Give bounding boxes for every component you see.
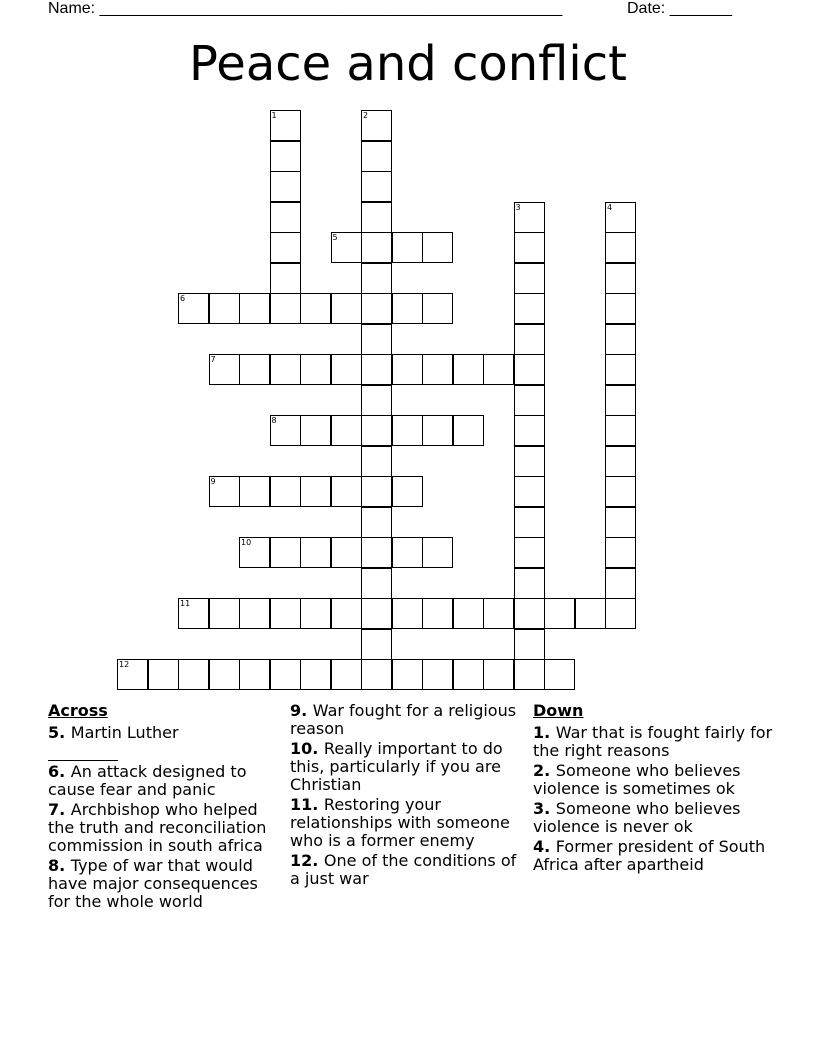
crossword-cell[interactable] [605,598,636,629]
crossword-cell[interactable] [514,385,545,416]
across-clue [290,740,522,794]
crossword-cell[interactable] [300,537,331,568]
crossword-cell[interactable] [453,659,484,690]
crossword-cell[interactable] [483,354,514,385]
crossword-cell[interactable] [361,171,392,202]
crossword-cell[interactable] [209,476,240,507]
clue-number: 4. [533,837,556,856]
crossword-cell[interactable] [300,659,331,690]
clue-text: Someone who believes violence is sometimes ok [533,761,741,798]
clue-number: 11. [290,795,324,814]
clue-number: 10. [290,739,324,758]
clue-number: 3. [533,799,556,818]
clue-text: Really important to do this, particularly if you are Christian [290,739,503,794]
crossword-cell[interactable] [270,354,301,385]
crossword-cell[interactable] [239,476,270,507]
crossword-cell[interactable] [300,476,331,507]
crossword-cell[interactable] [361,537,392,568]
clue-number: 7. [48,800,71,819]
crossword-cell[interactable] [605,507,636,538]
clue-number-label: 6 [180,294,186,303]
crossword-cell[interactable] [361,385,392,416]
across-clue [290,702,522,738]
across-heading: Across [48,701,108,720]
crossword-cell[interactable] [209,659,240,690]
clue-text: Type of war that would have major consequences for the whole world [48,856,258,911]
clue-text: One of the conditions of a just war [290,851,517,888]
crossword-cell[interactable] [483,598,514,629]
crossword-cell[interactable] [331,293,362,324]
clue-number: 2. [533,761,556,780]
clue-text: An attack designed to cause fear and panic [48,762,247,799]
crossword-cell[interactable] [605,415,636,446]
crossword-cell[interactable] [361,568,392,599]
clue-text: Archbishop who helped the truth and reconciliation commission in south africa [48,800,267,855]
across-clue [48,763,280,799]
crossword-cell[interactable] [239,293,270,324]
crossword-cell[interactable] [514,232,545,263]
crossword-cell[interactable] [239,354,270,385]
crossword-cell[interactable] [392,293,423,324]
crossword-cell[interactable] [514,446,545,477]
crossword-cell[interactable] [605,263,636,294]
crossword-cell[interactable] [361,629,392,660]
across-clue [290,852,522,888]
down-heading: Down [533,701,584,720]
crossword-cell[interactable] [392,476,423,507]
crossword-cell[interactable] [514,598,545,629]
crossword-cell[interactable] [178,659,209,690]
crossword-cell[interactable] [361,110,392,141]
clue-text: War that is fought fairly for the right reasons [533,723,773,760]
clue-number-label: 8 [271,416,277,425]
crossword-cell[interactable] [209,354,240,385]
clue-number-label: 7 [210,355,216,364]
crossword-cell[interactable] [422,659,453,690]
crossword-cell[interactable] [514,293,545,324]
crossword-cell[interactable] [270,293,301,324]
crossword-cell[interactable] [361,293,392,324]
crossword-cell[interactable] [361,202,392,233]
crossword-cell[interactable] [422,293,453,324]
down-clue-list [533,724,773,874]
crossword-cell[interactable] [270,659,301,690]
name-field-label: Name: ____________________________________________________ [48,0,563,17]
crossword-cell[interactable] [361,263,392,294]
crossword-cell[interactable] [361,415,392,446]
down-clue [533,724,773,760]
across-clue [290,796,522,850]
crossword-cell[interactable] [270,171,301,202]
crossword-cell[interactable] [392,537,423,568]
crossword-cell[interactable] [270,141,301,172]
down-clue [533,838,773,874]
clue-number-label: 10 [241,538,252,547]
across-clues-column [48,702,280,913]
across-clue [48,724,280,761]
crossword-cell[interactable] [514,659,545,690]
crossword-cell[interactable] [605,385,636,416]
crossword-cell[interactable] [270,232,301,263]
crossword-cell[interactable] [605,324,636,355]
crossword-cell[interactable] [422,232,453,263]
crossword-cell[interactable] [331,537,362,568]
clue-text: Someone who believes violence is never ok [533,799,741,836]
crossword-cell[interactable] [544,598,575,629]
crossword-cell[interactable] [514,415,545,446]
crossword-cell[interactable] [605,476,636,507]
crossword-cell[interactable] [514,324,545,355]
crossword-cell[interactable] [514,476,545,507]
crossword-cell[interactable] [514,202,545,233]
crossword-cell[interactable] [605,446,636,477]
crossword-cell[interactable] [605,232,636,263]
clue-text: Former president of South Africa after apartheid [533,837,766,874]
crossword-cell[interactable] [544,659,575,690]
crossword-cell[interactable] [331,354,362,385]
crossword-cell[interactable] [422,354,453,385]
crossword-cell[interactable] [270,476,301,507]
clue-text: War fought for a religious reason [290,701,517,738]
date-field-label: Date: _______ [627,0,732,17]
crossword-cell[interactable] [605,537,636,568]
crossword-cell[interactable] [178,598,209,629]
clue-number-label: 5 [332,233,338,242]
crossword-cell[interactable] [239,659,270,690]
clue-number-label: 1 [271,111,277,120]
crossword-cell[interactable] [605,202,636,233]
clue-number: 5. [48,723,71,742]
crossword-cell[interactable] [392,354,423,385]
crossword-cell[interactable] [361,446,392,477]
crossword-cell[interactable] [605,354,636,385]
crossword-cell[interactable] [270,263,301,294]
clue-text: Martin Luther [70,723,179,742]
crossword-cell[interactable] [392,659,423,690]
clue-number-label: 4 [607,202,613,212]
crossword-cell[interactable] [361,232,392,263]
across-clues-continued-column [290,702,522,890]
clue-number-label: 2 [363,111,369,120]
crossword-cell[interactable] [361,598,392,629]
across-clue [48,801,280,855]
crossword-cell[interactable] [148,659,179,690]
answer-blank-line [48,742,118,761]
crossword-cell[interactable] [331,598,362,629]
crossword-cell[interactable] [483,659,514,690]
crossword-cell[interactable] [575,598,606,629]
crossword-cell[interactable] [117,659,148,690]
crossword-cell[interactable] [331,415,362,446]
crossword-cell[interactable] [392,415,423,446]
crossword-cell[interactable] [361,659,392,690]
crossword-cell[interactable] [361,476,392,507]
crossword-cell[interactable] [270,110,301,141]
crossword-cell[interactable] [422,598,453,629]
clue-number-label: 12 [119,660,130,669]
crossword-cell[interactable] [514,354,545,385]
crossword-cell[interactable] [361,324,392,355]
across-clue-list [48,724,280,911]
crossword-cell[interactable] [331,232,362,263]
crossword-cell[interactable] [514,263,545,294]
crossword-cell[interactable] [300,293,331,324]
crossword-cell[interactable] [239,537,270,568]
down-clue [533,762,773,798]
crossword-cell[interactable] [270,202,301,233]
crossword-cell[interactable] [361,141,392,172]
crossword-cell[interactable] [514,629,545,660]
down-clue [533,800,773,836]
crossword-cell[interactable] [453,415,484,446]
across-clue-list-continued [290,702,522,888]
crossword-cell[interactable] [209,293,240,324]
page-title: Peace and conflict [189,36,627,92]
crossword-cell[interactable] [422,537,453,568]
crossword-cell[interactable] [209,598,240,629]
crossword-cell[interactable] [361,507,392,538]
clue-number: 6. [48,762,71,781]
clue-text: Restoring your relationships with someone who is a former enemy [290,795,510,850]
crossword-cell[interactable] [239,598,270,629]
crossword-cell[interactable] [392,598,423,629]
crossword-cell[interactable] [178,293,209,324]
crossword-cell[interactable] [422,415,453,446]
clue-number-label: 9 [210,477,216,486]
clue-number: 1. [533,723,556,742]
crossword-cell[interactable] [514,507,545,538]
crossword-cell[interactable] [300,354,331,385]
crossword-cell[interactable] [605,293,636,324]
clue-number-label: 3 [515,202,521,212]
crossword-cell[interactable] [514,537,545,568]
clue-number: 12. [290,851,324,870]
crossword-cell[interactable] [270,537,301,568]
clue-number: 8. [48,856,71,875]
crossword-cell[interactable] [392,232,423,263]
crossword-cell[interactable] [361,354,392,385]
crossword-cell[interactable] [331,476,362,507]
crossword-cell[interactable] [300,415,331,446]
crossword-cell[interactable] [300,598,331,629]
crossword-cell[interactable] [453,354,484,385]
clue-number-label: 11 [180,599,191,608]
down-clues-column [533,702,773,876]
crossword-cell[interactable] [514,568,545,599]
crossword-cell[interactable] [453,598,484,629]
crossword-cell[interactable] [270,415,301,446]
crossword-cell[interactable] [605,568,636,599]
across-clue [48,857,280,911]
clue-number: 9. [290,701,313,720]
crossword-cell[interactable] [270,598,301,629]
crossword-cell[interactable] [331,659,362,690]
